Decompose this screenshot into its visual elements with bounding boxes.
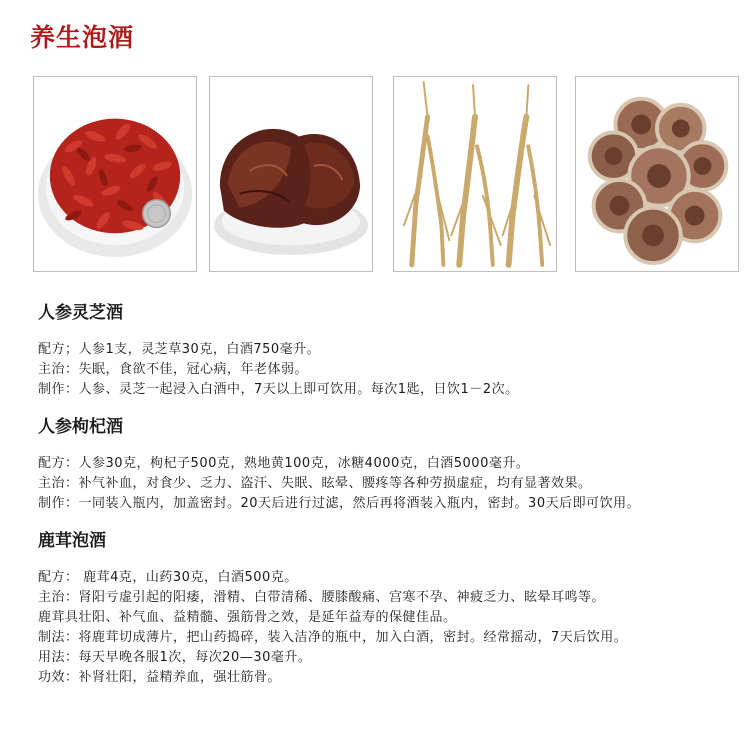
page-title: 养生泡酒 — [30, 23, 135, 52]
recipe-benefit-note: 鹿茸具壮阳、补气血、益精髓、强筋骨之效，是延年益寿的保健佳品。 — [38, 610, 457, 625]
antler-slices-photo — [575, 76, 739, 272]
recipe-usage: 用法：每天早晚各服1次，每次20—30毫升。 — [38, 650, 312, 665]
recipe-effect: 功效：补肾壮阳，益精养血，强壮筋骨。 — [38, 670, 282, 685]
recipe-title: 鹿茸泡酒 — [38, 531, 106, 551]
lingzhi-photo — [209, 76, 373, 272]
ginseng-image — [394, 77, 556, 271]
recipe-formula: 配方：人参30克，枸杞子500克，熟地黄100克，冰糖4000克，白酒5000毫升。 — [38, 456, 530, 471]
antler-slices-image — [576, 77, 738, 271]
recipe-list — [38, 300, 738, 688]
recipe-antler — [38, 528, 738, 688]
recipe-title: 人参灵芝酒 — [38, 303, 123, 323]
recipe-formula: 配方；人参1支，灵芝草30克，白酒750毫升。 — [38, 342, 321, 357]
recipe-preparation: 制作：一同装入瓶内，加盖密封。20天后进行过滤，然后再将酒装入瓶内，密封。30天后即可饮用。 — [38, 496, 641, 511]
recipe-ginseng-goji — [38, 414, 738, 514]
recipe-ginseng-lingzhi — [38, 300, 738, 400]
recipe-formula: 配方： 鹿茸4克，山药30克，白酒500克。 — [38, 570, 298, 585]
recipe-indication: 主治：肾阳亏虚引起的阳痿，滑精、白带清稀、腰膝酸痛、宫寒不孕、神疲乏力、眩晕耳鸣等。 — [38, 590, 606, 605]
recipe-title: 人参枸杞酒 — [38, 417, 123, 437]
lingzhi-image — [210, 77, 372, 271]
recipe-indication: 主治：补气补血，对食少、乏力、盗汗、失眠、眩晕、腰疼等各种劳损虚症，均有显著效果。 — [38, 476, 592, 491]
goji-photo — [33, 76, 197, 272]
ginseng-photo — [393, 76, 557, 272]
recipe-preparation: 制作：人参、灵芝一起浸入白酒中，7天以上即可饮用。每次1匙，日饮1－2次。 — [38, 382, 519, 397]
recipe-preparation: 制法：将鹿茸切成薄片，把山药捣碎，装入洁净的瓶中，加入白酒，密封。经常摇动，7天后饮用。 — [38, 630, 628, 645]
goji-berries-image — [34, 77, 196, 271]
recipe-indication: 主治：失眠，食欲不佳，冠心病，年老体弱。 — [38, 362, 309, 377]
photo-strip — [33, 76, 723, 274]
